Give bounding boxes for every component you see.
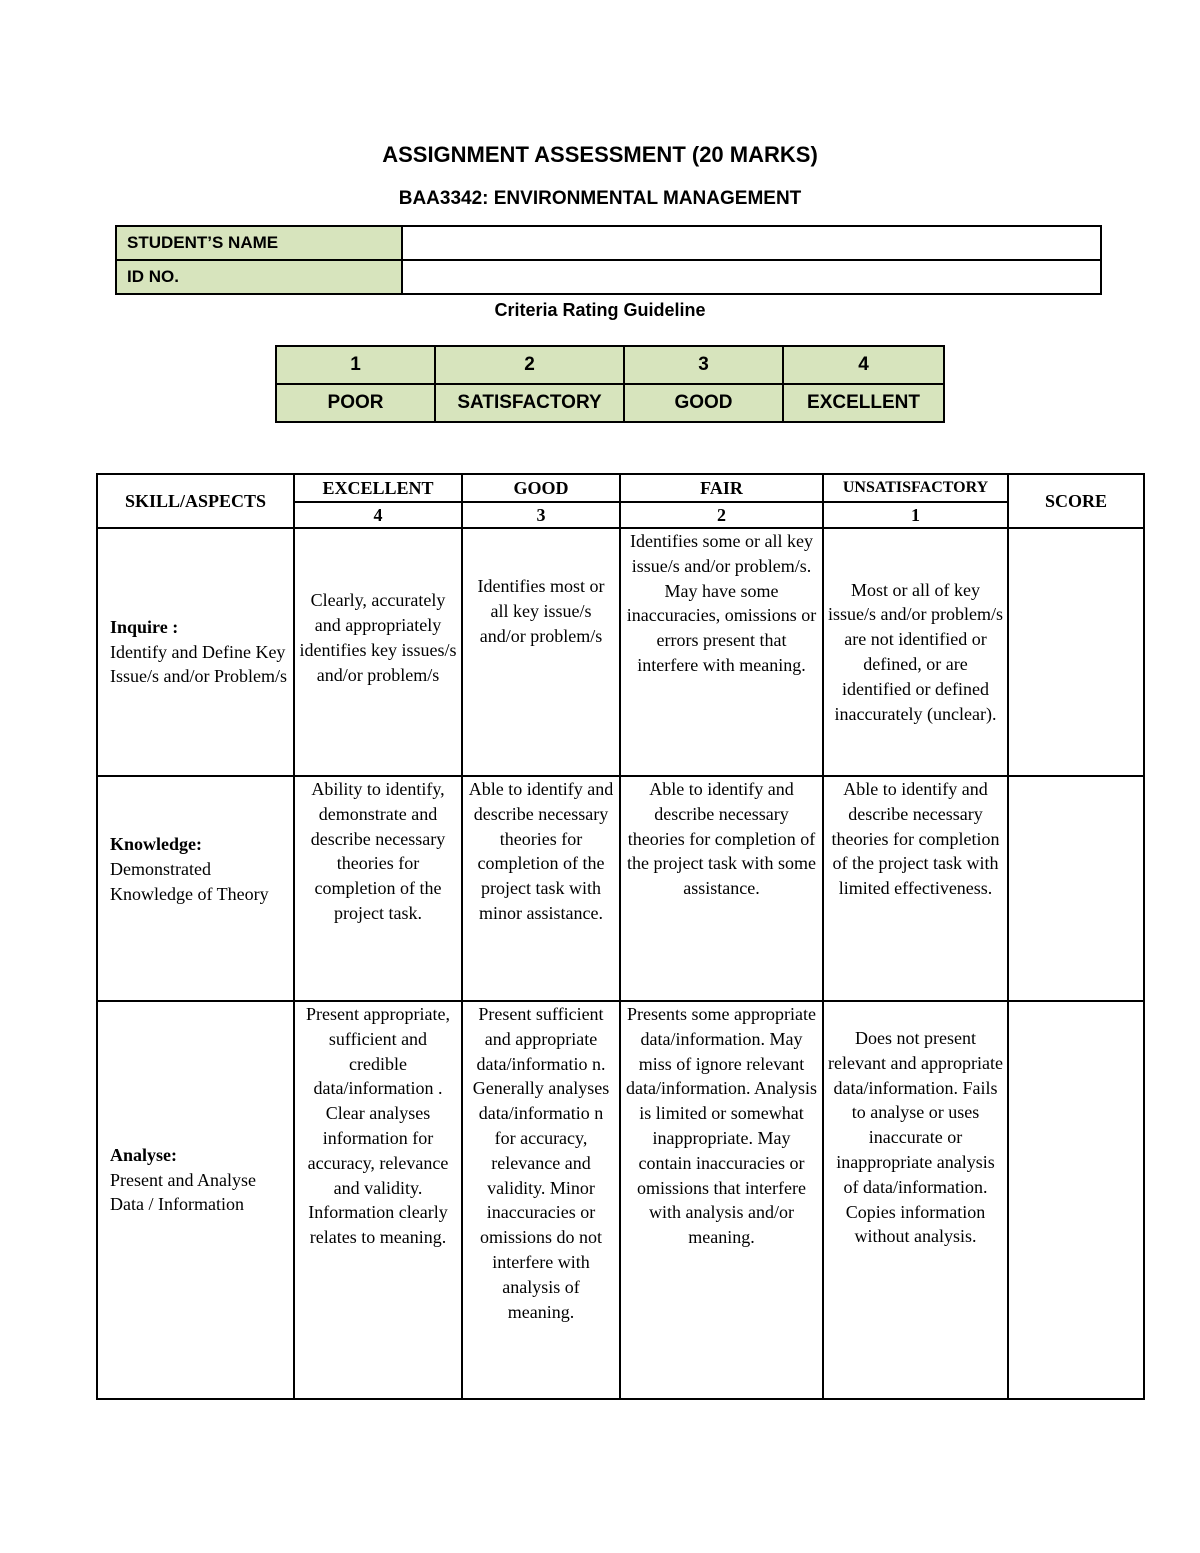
rating-scale-table xyxy=(275,345,945,423)
level-value-header: 2 xyxy=(620,502,823,528)
fair-criteria: Presents some appropriate data/information. May miss of ignore relevant data/information. Analysis is limited or somewhat inappropriate. May contain inaccuracies or omissions that interfere with analysis and/or meaning. xyxy=(620,1001,823,1399)
student-id-row xyxy=(116,260,1101,294)
skill-header: SKILL/ASPECTS xyxy=(97,474,294,528)
score-cell[interactable] xyxy=(1008,1001,1144,1399)
rating-number: 4 xyxy=(783,346,944,384)
skill-block xyxy=(110,832,293,906)
unsatisfactory-criteria xyxy=(823,1001,1008,1399)
skill-cell xyxy=(97,776,294,1001)
rubric-row-analyse xyxy=(97,1001,1144,1399)
fair-criteria: Able to identify and describe necessary theories for completion of the project task with some assistance. xyxy=(620,776,823,1001)
rating-number: 3 xyxy=(624,346,783,384)
guideline-title: Criteria Rating Guideline xyxy=(494,300,706,320)
rating-label: GOOD xyxy=(624,384,783,422)
level-name-header: FAIR xyxy=(620,474,823,502)
student-name-field[interactable] xyxy=(402,226,1101,260)
fair-criteria: Identifies some or all key issue/s and/or problem/s. May have some inaccuracies, omissions or errors present that interfere with meaning. xyxy=(620,528,823,776)
score-cell[interactable] xyxy=(1008,528,1144,776)
level-value-header: 1 xyxy=(823,502,1008,528)
rating-number: 2 xyxy=(435,346,624,384)
rating-number: 1 xyxy=(276,346,435,384)
unsatisfactory-criteria: Most or all of key issue/s and/or problem/s are not identified or defined, or are identified or defined inaccurately (unclear). xyxy=(823,528,1008,776)
criteria-text: Clearly, accurately and appropriately identifies key issues/s and/or problem/s xyxy=(299,590,457,685)
rating-label: POOR xyxy=(276,384,435,422)
level-name-header: GOOD xyxy=(462,474,620,502)
student-name-label: STUDENT’S NAME xyxy=(116,226,402,260)
skill-name: Inquire : xyxy=(110,616,179,637)
rubric-header-row xyxy=(97,474,1144,502)
student-id-field[interactable] xyxy=(402,260,1101,294)
rating-label: SATISFACTORY xyxy=(435,384,624,422)
skill-description: Present and Analyse Data / Information xyxy=(110,1169,256,1215)
skill-block xyxy=(110,1143,293,1217)
skill-description: Demonstrated Knowledge of Theory xyxy=(110,859,269,904)
rubric-row-knowledge xyxy=(97,776,1144,1001)
student-id-label: ID NO. xyxy=(116,260,402,294)
level-value-header: 4 xyxy=(294,502,462,528)
excellent-criteria: Ability to identify, demonstrate and describe necessary theories for completion of the project task. xyxy=(294,776,462,1001)
level-name-header: UNSATISFACTORY xyxy=(823,474,1008,502)
course-title: BAA3342: ENVIRONMENTAL MANAGEMENT xyxy=(398,188,802,209)
skill-description: Identify and Define Key Issue/s and/or Problem/s xyxy=(110,641,287,687)
rubric-table xyxy=(96,473,1145,1400)
excellent-criteria: Present appropriate, sufficient and credible data/information . Clear analyses information for accuracy, relevance and validity. Information clearly relates to meaning. xyxy=(294,1001,462,1399)
good-criteria: Able to identify and describe necessary theories for completion of the project task with minor assistance. xyxy=(462,776,620,1001)
rating-label: EXCELLENT xyxy=(783,384,944,422)
score-cell[interactable] xyxy=(1008,776,1144,1001)
level-value-header: 3 xyxy=(462,502,620,528)
page-title: ASSIGNMENT ASSESSMENT (20 MARKS) xyxy=(382,142,818,167)
excellent-criteria xyxy=(294,528,462,776)
good-criteria xyxy=(462,528,620,776)
score-header: SCORE xyxy=(1008,474,1144,528)
student-name-row xyxy=(116,226,1101,260)
unsatisfactory-criteria: Able to identify and describe necessary theories for completion of the project task with limited effectiveness. xyxy=(823,776,1008,1001)
rubric-row-inquire xyxy=(97,528,1144,776)
criteria-text: Does not present relevant and appropriate data/information. Fails to analyse or uses inaccurate or inappropriate analysis of data/information. Copies information without analysis. xyxy=(828,1028,1003,1247)
skill-cell xyxy=(97,528,294,776)
level-name-header: EXCELLENT xyxy=(294,474,462,502)
student-info-table xyxy=(115,225,1102,295)
skill-name: Analyse: xyxy=(110,1144,177,1165)
skill-cell xyxy=(97,1001,294,1399)
skill-name: Knowledge: xyxy=(110,834,202,855)
good-criteria: Present sufficient and appropriate data/informatio n. Generally analyses data/informatio n for accuracy, relevance and validity. Minor inaccuracies or omissions do not interfere with analysis of meaning. xyxy=(462,1001,620,1399)
rating-label-row xyxy=(276,384,944,422)
criteria-text: Identifies most or all key issue/s and/or problem/s xyxy=(477,576,605,646)
rating-number-row xyxy=(276,346,944,384)
